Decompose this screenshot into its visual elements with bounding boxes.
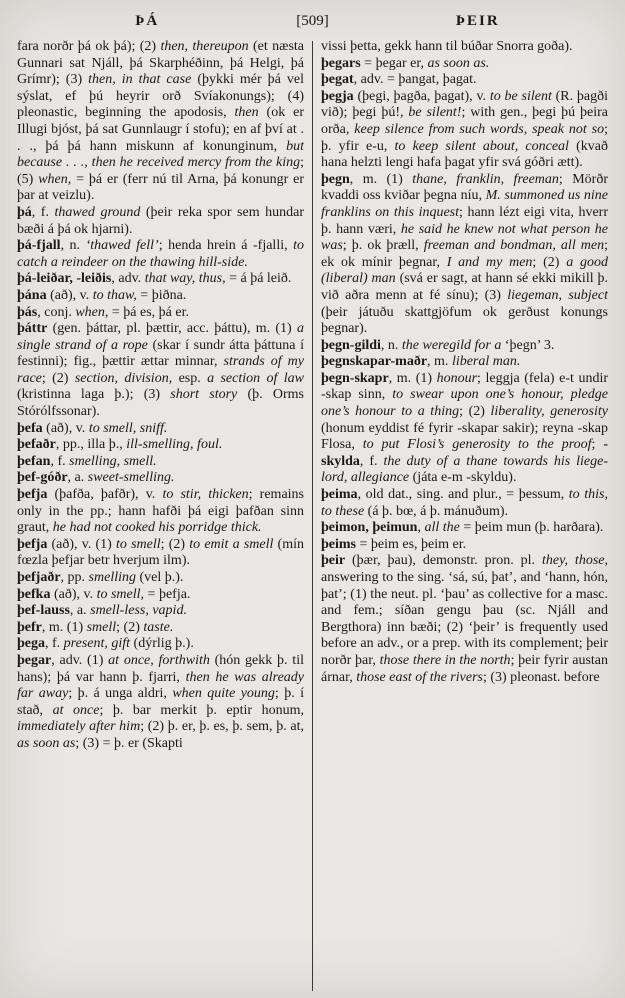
translation-text: the weregild for a — [401, 337, 502, 353]
translation-text: keep silence from such words, speak not so — [354, 121, 605, 137]
text-run: , f. — [31, 204, 55, 220]
headword: þegnskapar-maðr — [321, 354, 428, 370]
dictionary-entry — [17, 454, 304, 471]
translation-text: thawed ground — [54, 204, 141, 220]
translation-text: to this, to these — [321, 487, 608, 519]
translation-text: but because . . ., then he received mercy from the king — [17, 138, 304, 171]
translation-text: ‘thawed fell’ — [85, 238, 159, 254]
dictionary-entry — [17, 570, 304, 587]
translation-text: honour — [436, 370, 478, 386]
text-run: , adv. — [111, 271, 145, 287]
text-run: (skar í sundr átta þáttuna í festinni); fig., þættir ættar minnar, — [17, 337, 304, 370]
translation-text: then, in that case — [88, 72, 192, 88]
translation-text: when quite young — [172, 686, 275, 702]
text-run: , f. — [50, 453, 70, 469]
translation-text: then he was already far away — [17, 669, 304, 702]
dictionary-entry — [17, 653, 304, 753]
translation-text: to smell, sniff. — [88, 420, 168, 436]
text-run: , conj. — [37, 304, 76, 320]
dictionary-entry — [17, 288, 304, 305]
dictionary-entry — [17, 636, 304, 653]
translation-text: that way, thus, — [144, 271, 226, 287]
translation-text: smelling — [88, 570, 136, 585]
page-header — [17, 12, 608, 30]
headword: þá-fjall — [17, 238, 61, 254]
headword: -skylda — [321, 437, 608, 469]
text-run: ; henda hrein á -fjalli, — [158, 238, 294, 254]
headword: þeimon, þeimun — [321, 520, 418, 536]
headword: þefka — [17, 586, 51, 602]
text-run: (að), v. (1) — [47, 536, 117, 552]
dictionary-entry — [17, 421, 304, 438]
text-run: (hón gekk þ. til hans); þá var hann þ. fjarri, — [17, 652, 304, 685]
left-column — [17, 39, 304, 991]
translation-text: then, thereupon — [160, 39, 249, 54]
translation-text: a good (liberal) man — [321, 254, 608, 287]
translation-text: immediately after him — [17, 719, 141, 735]
text-run: (kvað hana helzti lengi hafa þagat yfir svá góðri ætt). — [321, 138, 608, 171]
text-run: , m. (1) — [388, 370, 437, 386]
text-run: , old dat., sing. and plur., = þessum, — [357, 487, 569, 503]
headword: þegat — [321, 72, 354, 88]
translation-text: to smell, — [96, 586, 145, 602]
text-run: ; ek ok mínir þegnar, — [321, 238, 608, 270]
headword: þegar — [17, 652, 52, 668]
translation-text: then — [234, 105, 259, 121]
dictionary-entry — [321, 553, 608, 686]
dictionary-entry — [17, 39, 304, 205]
text-run: ; þ. ok þræll, — [342, 238, 424, 254]
text-run: (dýrlig þ.). — [130, 636, 194, 652]
translation-text: short story — [170, 387, 238, 403]
text-run: ; (2) þ. er, þ. es, þ. sem, þ. at, — [140, 719, 304, 735]
dictionary-entry — [321, 520, 608, 537]
dictionary-entry — [17, 305, 304, 322]
translation-text: present, gift — [63, 636, 131, 652]
headword: þegn-skapr — [321, 370, 389, 386]
text-run: = þá es, þá er. — [108, 304, 189, 320]
text-run: , n. — [60, 238, 86, 254]
text-run: , f. — [45, 636, 64, 652]
text-run: esp. — [172, 370, 208, 386]
headword: þeir — [321, 553, 346, 569]
dictionary-entry — [17, 437, 304, 454]
translation-text: to stir, thicken — [162, 487, 249, 503]
text-run: ; þ. yfir e-u, — [321, 121, 608, 154]
headword: þega — [17, 636, 45, 652]
translation-text: at once — [52, 702, 100, 718]
translation-text: a section of law — [207, 370, 304, 386]
text-run: ; (5) — [17, 155, 304, 187]
right-column — [321, 39, 608, 991]
dictionary-entry — [321, 172, 608, 338]
text-run: (honum eyddist fé fyrir -skapar sakir); reyna -skap Flosa, — [321, 420, 608, 453]
text-run: , a. — [69, 603, 91, 619]
translation-text: all the — [424, 520, 460, 536]
dictionary-entry — [321, 338, 608, 355]
headword: þegn — [321, 171, 350, 187]
column-divider — [312, 41, 313, 991]
headword: þef-góðr — [17, 470, 68, 486]
headword: þefr — [17, 619, 42, 635]
translation-text: liberal man. — [451, 354, 521, 370]
dictionary-entry — [17, 205, 304, 238]
text-run: , a. — [67, 470, 88, 486]
translation-text: the duty of a thane towards his liege-lord, allegiance — [321, 453, 608, 486]
text-run: ; remains only in the pp.; hann hafði þá eigi þafðan sinn graut, — [17, 487, 304, 536]
text-run: (þafða, þafðr), v. — [47, 487, 163, 503]
headword: þáttr — [17, 321, 48, 337]
dictionary-entry — [17, 271, 304, 288]
text-run: = þá er (ferr nú til Arna, þá konungr er þar at veizlu). — [17, 171, 304, 204]
text-run: (að), v. — [50, 586, 97, 602]
translation-text: section, division, — [74, 370, 173, 386]
translation-text: a single strand of a rope — [17, 321, 304, 353]
headword: þá — [17, 204, 32, 220]
headword: þegars — [321, 55, 361, 71]
dictionary-entry — [17, 470, 304, 487]
text-run: (á þ. bœ, á þ. mánuðum). — [364, 503, 509, 519]
text-run: (þær, þau), demonstr. pron. pl. — [345, 553, 542, 569]
dictionary-entry — [321, 537, 608, 554]
headword: þefja — [17, 487, 48, 503]
translation-text: at once, forthwith — [108, 652, 210, 668]
dictionary-entry — [17, 603, 304, 620]
text-run: (R. þagði við); þegi þú!, — [321, 88, 608, 121]
headword: þefaðr — [17, 437, 56, 453]
translation-text: ill-smelling, foul. — [126, 437, 223, 453]
translation-text: to put Flosi’s generosity to the proof — [362, 437, 592, 453]
translation-text: to keep silent about, conceal — [394, 138, 569, 154]
text-run: (játa e-m -skyldu). — [409, 470, 517, 486]
translation-text: smell-less, vapid. — [90, 603, 187, 619]
text-run: (vel þ.). — [136, 570, 184, 585]
text-run: = þefja. — [144, 586, 191, 602]
text-run: ; (2) — [160, 536, 190, 552]
text-run: vissi þetta, gekk hann til búðar Snorra goða). — [321, 39, 573, 54]
text-run: , pp., illa þ., — [55, 437, 127, 453]
headword: þána — [17, 287, 47, 303]
two-column-body — [17, 39, 608, 991]
text-run: = þegar er, — [360, 55, 428, 71]
text-run: , m. (1) — [349, 171, 413, 187]
text-run: (svá er sagt, at hann sé ekki mikill þ. við aðra menn at fé sínu); (3) — [321, 271, 608, 303]
translation-text: when, — [75, 304, 109, 320]
dictionary-entry — [321, 487, 608, 520]
text-run: ; (2) — [459, 404, 491, 420]
text-run: (þeir játuðu skattgjöfum ok gerðust konungs þegnar). — [321, 304, 608, 337]
text-run: (mín fœzla þefjar betr hverjum ilm). — [17, 536, 304, 569]
translation-text: those there in the north — [379, 652, 511, 668]
text-run: ; leggja (fela) e-t undir -skap sinn, — [321, 370, 608, 403]
translation-text: I and my men — [446, 254, 533, 270]
translation-text: smell — [86, 619, 117, 635]
text-run: , — [417, 520, 425, 536]
text-run: (þykki mér þá vel sýslat, ef þú heyrir orð Svíakonungs); (4) pleonastic, beginning the apodosis, — [17, 72, 304, 121]
headword: þef-lauss — [17, 603, 70, 619]
text-run: ; hann lézt eigi vita, hverr þ. hann væri, — [321, 204, 608, 237]
guide-word-left: ÞÁ — [135, 13, 160, 29]
dictionary-entry — [321, 89, 608, 172]
text-run: (að), v. — [46, 287, 93, 303]
text-run: ; þ. bar merkit þ. eptir honum, — [99, 702, 304, 718]
translation-text: as soon as. — [427, 55, 490, 71]
page-number: [509] — [296, 13, 329, 29]
translation-text: liberality, generosity — [490, 404, 608, 420]
text-run: , pp. — [60, 570, 89, 585]
text-run: (gen. þáttar, pl. þættir, acc. þáttu), m. (1) — [47, 321, 297, 337]
headword: þás — [17, 304, 38, 320]
dictionary-entry — [321, 39, 608, 56]
headword: þeims — [321, 536, 356, 552]
headword: þá-leiðar, -leiðis — [17, 271, 112, 287]
text-run: , adv. = þangat, þagat. — [353, 72, 477, 88]
translation-text: freeman and bondman, all men — [423, 238, 605, 254]
translation-text: sweet-smelling. — [87, 470, 175, 486]
translation-text: strands of my race — [17, 354, 304, 386]
headword: þeima — [321, 487, 358, 503]
dictionary-entry — [321, 354, 608, 371]
dictionary-entry — [321, 56, 608, 73]
text-run: ; þ. á unga aldri, — [68, 686, 173, 702]
translation-text: to be silent — [489, 88, 552, 104]
text-run: ; þeir fyrir austan árnar, — [321, 652, 608, 685]
translation-text: to emit a smell — [189, 536, 274, 552]
headword: þegn-gildi — [321, 337, 381, 353]
translation-text: M. summoned us nine franklins on this inquest — [321, 188, 608, 220]
text-run: ; — [591, 437, 604, 453]
text-run: (kristinna laga þ.); (3) — [17, 387, 171, 403]
dictionary-entry — [17, 487, 304, 537]
translation-text: liegeman, subject — [507, 287, 608, 303]
translation-text: they, those, — [541, 553, 608, 569]
text-run: ; (3) pleonast. before — [482, 669, 600, 685]
text-run: ‘þegn’ 3. — [501, 337, 555, 353]
text-run: ; with gen., þegi þú þeira orða, — [321, 105, 608, 137]
text-run: = þiðna. — [136, 287, 187, 303]
headword: þefan — [17, 453, 51, 469]
text-run: ; (2) — [532, 254, 567, 270]
text-run: (þeir reka spor sem hundar bæði á þá ok hjarni). — [17, 204, 304, 237]
text-run: , m. (1) — [41, 619, 87, 635]
text-run: (þ. Orms Stórólfssonar). — [17, 387, 304, 420]
translation-text: thane, franklin, freeman — [412, 171, 559, 187]
headword: þefa — [17, 420, 43, 436]
text-run: (þegi, þagða, þagat), v. — [353, 88, 490, 104]
text-run: ; (2) — [116, 619, 144, 635]
dictionary-entry — [17, 620, 304, 637]
text-run: , f. — [359, 453, 384, 469]
translation-text: to swear upon one’s honour, pledge one’s honour to a thing — [321, 387, 608, 420]
translation-text: when, — [38, 171, 72, 187]
guide-word-right: ÞEIR — [455, 13, 500, 29]
text-run: = þeim mun (þ. harðara). — [459, 520, 604, 536]
dictionary-entry — [321, 72, 608, 89]
text-run: , n. — [380, 337, 402, 353]
text-run: (et næsta Gunnari sat Njáll, þá Skarphéðinn, þá Helgi, þá Grímr); (3) — [17, 39, 304, 88]
translation-text: those east of the rivers — [356, 669, 483, 685]
text-run: (að), v. — [42, 420, 89, 436]
dictionary-entry — [321, 371, 608, 487]
text-run: ; þ. í stað, — [17, 686, 304, 718]
translation-text: taste. — [143, 619, 174, 635]
text-run: fara norðr þá ok þá); (2) — [17, 39, 161, 54]
text-run: , adv. (1) — [51, 652, 109, 668]
translation-text: to thaw, — [92, 287, 137, 303]
text-run: = á þá leið. — [225, 271, 292, 287]
text-run: ; (2) — [41, 370, 75, 386]
headword: þefja — [17, 536, 48, 552]
headword: þegja — [321, 88, 354, 104]
text-run: (ok er Illugi bjóst, þá sat Gunnlaugr í stofu); en af því at . . ., þá þá hann miskunn af konunginum, — [17, 105, 304, 154]
translation-text: to catch a reindeer on the thawing hill-side. — [17, 238, 304, 270]
dictionary-entry — [17, 537, 304, 570]
dictionary-entry — [17, 321, 304, 421]
translation-text: he had not cooked his porridge thick. — [52, 520, 262, 536]
translation-text: he said he knew not what person he was — [321, 221, 608, 254]
dictionary-entry — [17, 238, 304, 271]
headword: þefjaðr — [17, 570, 61, 585]
text-run: ; (3) = þ. er (Skapti — [75, 735, 183, 751]
translation-text: be silent! — [408, 105, 462, 121]
text-run: = þeim es, þeim er. — [356, 536, 467, 552]
text-run: answering to the sing. ‘sá, sú, þat’, and ‘hann, hón, þat’; (1) the neut. pl. ‘þau’ as collective for a masc. and fem.; síðan gengu þau (sc. Njáll and Bergthora) inn bæði; (2) ‘þeir’ is frequently used before an adv., or a prep. with its complement; þeir norðr þar, — [321, 570, 608, 668]
dictionary-entry — [17, 587, 304, 604]
translation-text: as soon as — [17, 735, 76, 751]
text-run: , m. — [427, 354, 452, 370]
text-run: ; Mörðr kvaddi oss kviðar þegna níu, — [321, 171, 608, 204]
translation-text: smelling, smell. — [69, 453, 157, 469]
translation-text: to smell — [116, 536, 161, 552]
